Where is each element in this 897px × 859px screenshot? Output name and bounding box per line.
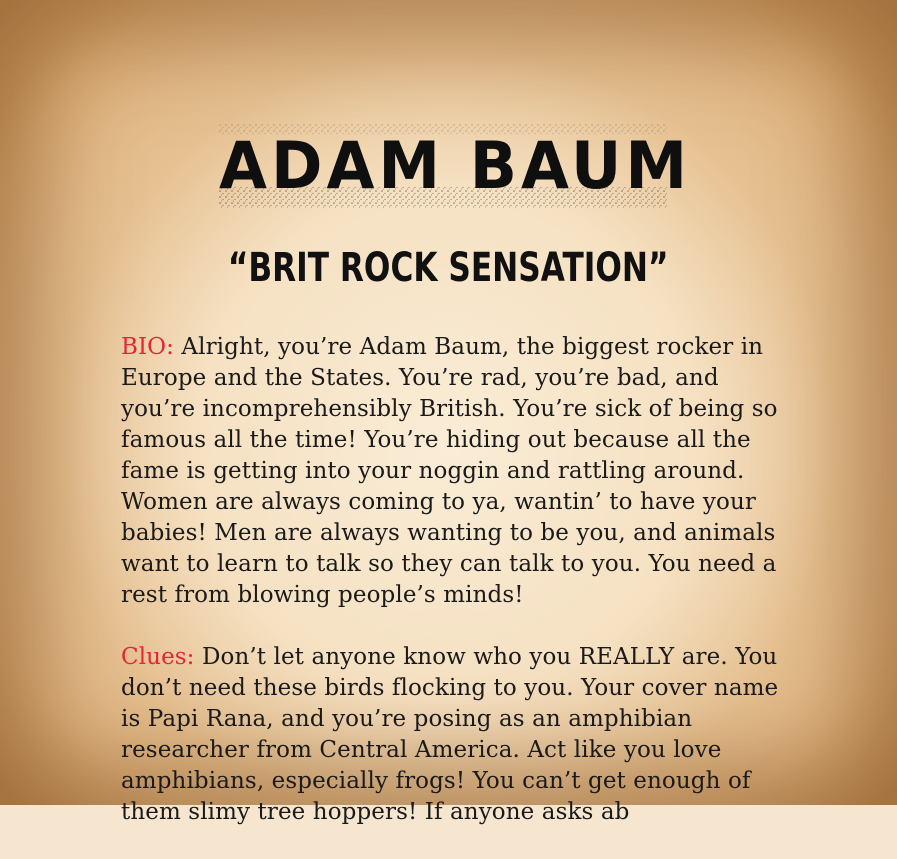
title-block [219, 124, 692, 208]
clues-text: Don’t let anyone know who you REALLY are. You don’t need these birds flocking to you. Your cover name is Papi Rana, and you’re posing as an amphibian researcher from Central America. Act like you love amphibians, especially frogs! You can’t get enough of them slimy tree hoppers! If anyone asks ab [121, 644, 779, 825]
clues-paragraph [121, 642, 781, 828]
clues-label: Clues: [121, 644, 195, 670]
page-title: ADAM BAUM [219, 127, 692, 204]
character-description [121, 332, 781, 859]
bio-paragraph [121, 332, 781, 611]
page-subtitle: “BRIT ROCK SENSATION” [227, 245, 669, 291]
bio-label: BIO: [121, 334, 174, 360]
bio-text: Alright, you’re Adam Baum, the biggest rocker in Europe and the States. You’re rad, you’re bad, and you’re incomprehensibly British. You’re sick of being so famous all the time! You’re hiding out because all the fame is getting into your noggin and rattling around. Women are always coming to ya, wantin’ to have your babies! Men are always wanting to be you, and animals want to learn to talk so they can talk to you. You need a rest from blowing people’s minds! [121, 334, 778, 608]
